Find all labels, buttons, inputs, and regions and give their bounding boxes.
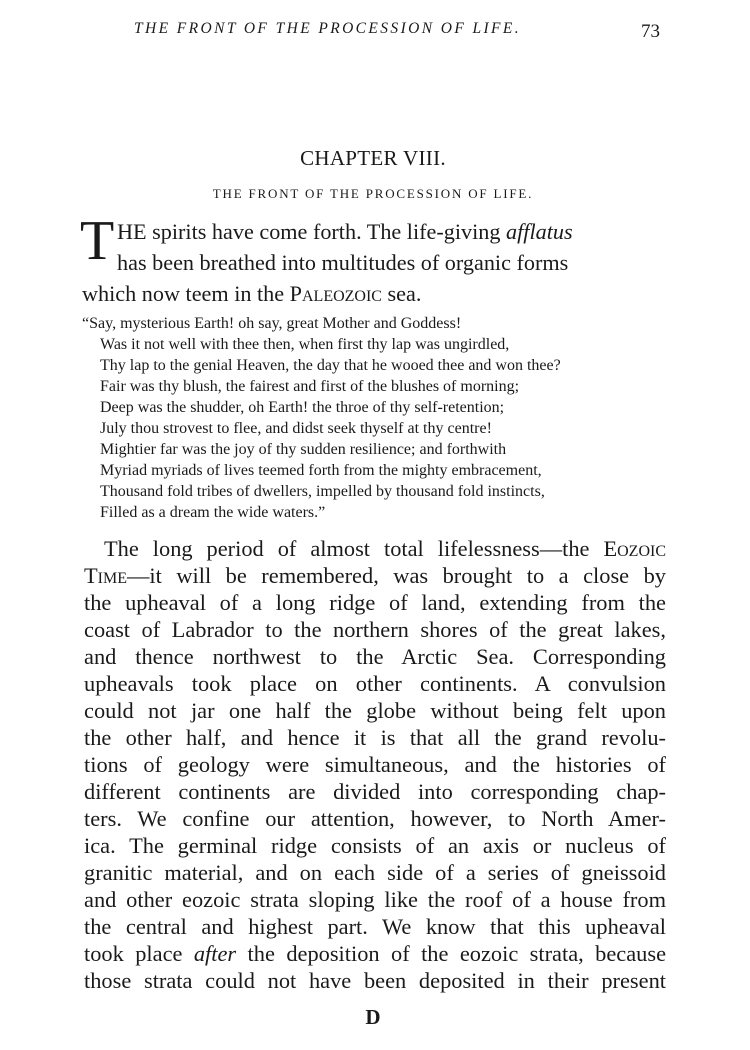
poem-line: Thousand fold tribes of dwellers, impelled by thousand fold instincts,	[100, 483, 545, 500]
body-line: tions of geology were simultaneous, and the histories of	[84, 752, 666, 777]
opening-line-3	[82, 281, 421, 307]
poem-line: Fair was thy blush, the fairest and first of the blushes of morning;	[100, 378, 520, 395]
paleozoic-term: Paleozoic	[289, 281, 382, 306]
page-number: 73	[641, 21, 660, 42]
body-line-text: —it will be remembered, was brought to a close by	[127, 563, 666, 588]
opening-line-1-text: HE spirits have come forth. The life-giving	[117, 219, 507, 244]
body-line: and thence northwest to the Arctic Sea. Corresponding	[84, 644, 666, 669]
body-line: and other eozoic strata sloping like the roof of a house from	[84, 887, 666, 912]
poem-line: Thy lap to the genial Heaven, the day that he wooed thee and won thee?	[100, 357, 561, 374]
opening-line-3-end: sea.	[381, 281, 422, 306]
opening-line-2: has been breathed into multitudes of organic forms	[117, 250, 569, 275]
body-line: the other half, and hence it is that all the grand revolu-	[84, 725, 666, 750]
poem-line: “Say, mysterious Earth! oh say, great Mother and Goddess!	[82, 315, 462, 332]
poem-line: Filled as a dream the wide waters.”	[100, 504, 326, 521]
body-line: different continents are divided into corresponding chap-	[84, 779, 666, 804]
opening-line-1	[117, 219, 573, 245]
body-line: coast of Labrador to the northern shores of the great lakes,	[84, 617, 666, 642]
body-line-text: took place	[84, 941, 194, 966]
eozoic-term: Eozoic	[603, 536, 666, 561]
chapter-subtitle: THE FRONT OF THE PROCESSION OF LIFE.	[212, 186, 534, 201]
signature-mark: D	[365, 1005, 381, 1029]
poem-line: Myriad myriads of lives teemed forth from the mighty embracement,	[100, 462, 542, 479]
chapter-title: CHAPTER VIII.	[300, 146, 446, 170]
poem-line: Was it not well with thee then, when first thy lap was ungirdled,	[100, 336, 510, 353]
body-line: could not jar one half the globe without being felt upon	[84, 698, 666, 723]
drop-cap: T	[80, 210, 115, 272]
body-line	[84, 941, 666, 967]
poem-line: July thou strovest to flee, and didst seek thyself at thy centre!	[100, 420, 492, 437]
body-line: ters. We confine our attention, however, to North Amer-	[84, 806, 666, 831]
poem-line: Mightier far was the joy of thy sudden resilience; and forthwith	[100, 441, 507, 458]
after-word: after	[193, 941, 237, 966]
time-term: Time	[84, 563, 128, 588]
running-head: THE FRONT OF THE PROCESSION OF LIFE.	[134, 20, 522, 37]
body-line: the upheaval of a long ridge of land, extending from the	[84, 590, 666, 615]
opening-line-3-text: which now teem in the	[82, 281, 290, 306]
body-line: ica. The germinal ridge consists of an axis or nucleus of	[84, 833, 666, 858]
body-line	[84, 563, 666, 589]
body-line-text: The long period of almost total lifelessness—the	[104, 536, 604, 561]
body-line: the central and highest part. We know that this upheaval	[84, 914, 666, 939]
body-line: upheavals took place on other continents. A convulsion	[84, 671, 666, 696]
afflatus-word: afflatus	[506, 219, 573, 244]
body-line: those strata could not have been deposited in their present	[84, 968, 666, 993]
body-line-text: the deposition of the eozoic strata, because	[236, 941, 667, 966]
body-line: granitic material, and on each side of a series of gneissoid	[84, 860, 666, 885]
poem-line: Deep was the shudder, oh Earth! the throe of thy self-retention;	[100, 399, 505, 416]
body-line	[104, 536, 666, 562]
